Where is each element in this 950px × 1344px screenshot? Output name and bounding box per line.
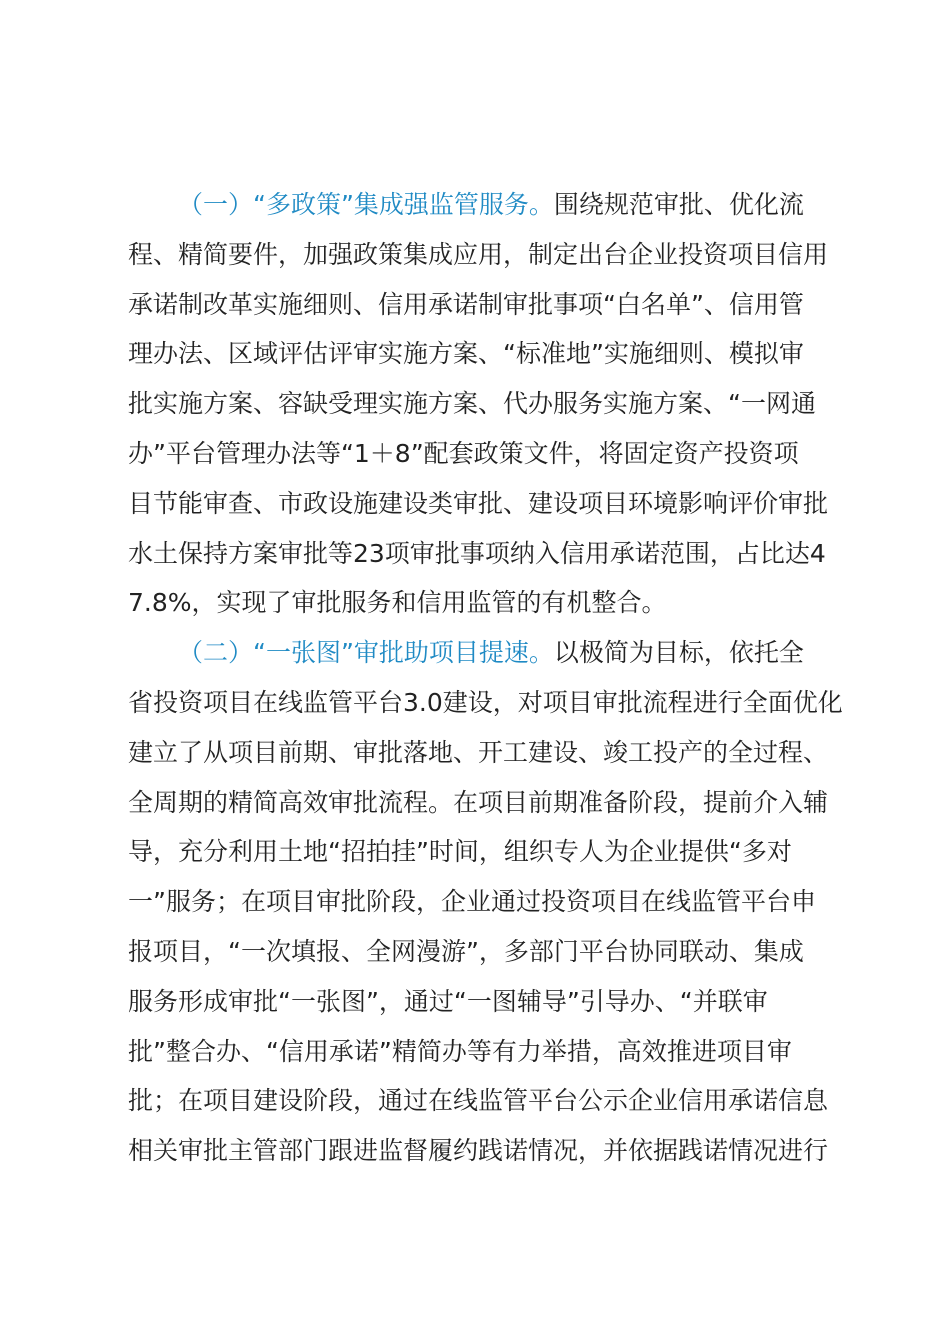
paragraph-2-line: 相关审批主管部门跟进监督履约践诺情况，并依据践诺情况进行 xyxy=(128,1136,829,1166)
paragraph-1-text: 围绕规范审批、优化流 xyxy=(553,190,804,219)
paragraph-1-heading: （一）“多政策”集成强监管服务。 xyxy=(178,190,554,219)
paragraph-1-line: 批实施方案、容缺受理实施方案、代办服务实施方案、“一网通 xyxy=(128,389,816,419)
document-body xyxy=(128,180,848,1176)
paragraph-1-line: 承诺制改革实施细则、信用承诺制审批事项“白名单”、信用管 xyxy=(128,289,804,319)
paragraph-2-line: 批”整合办、“信用承诺”精简办等有力举措，高效推进项目审 xyxy=(128,1036,792,1066)
paragraph-2-line: 一”服务；在项目审批阶段，企业通过投资项目在线监管平台申 xyxy=(128,887,816,917)
paragraph-1-line: 水土保持方案审批等23项审批事项纳入信用承诺范围，占比达4 xyxy=(128,538,826,568)
paragraph-2-line: 批；在项目建设阶段，通过在线监管平台公示企业信用承诺信息 xyxy=(128,1086,829,1116)
paragraph-2-line: 省投资项目在线监管平台3.0建设，对项目审批流程进行全面优化 xyxy=(128,687,843,717)
paragraph-1-line-1 xyxy=(128,180,848,230)
paragraph-2-line: 服务形成审批“一张图”，通过“一图辅导”引导办、“并联审 xyxy=(128,986,768,1016)
paragraph-1 xyxy=(128,180,848,628)
paragraph-2-line-1 xyxy=(128,628,848,678)
paragraph-2-line: 报项目，“一次填报、全网漫游”，多部门平台协同联动、集成 xyxy=(128,936,804,966)
paragraph-1-line: 目节能审查、市政设施建设类审批、建设项目环境影响评价审批 xyxy=(128,488,829,518)
paragraph-1-line: 理办法、区域评估评审实施方案、“标准地”实施细则、模拟审 xyxy=(128,339,804,369)
paragraph-2-line: 建立了从项目前期、审批落地、开工建设、竣工投产的全过程、 xyxy=(128,737,829,767)
paragraph-2 xyxy=(128,628,848,1176)
paragraph-1-line: 办”平台管理办法等“1＋8”配套政策文件，将固定资产投资项 xyxy=(128,438,799,468)
paragraph-1-line: 程、精简要件，加强政策集成应用，制定出台企业投资项目信用 xyxy=(128,239,829,269)
paragraph-2-heading: （二）“一张图”审批助项目提速。 xyxy=(178,638,554,668)
paragraph-1-line: 7.8%，实现了审批服务和信用监管的有机整合。 xyxy=(128,588,667,618)
paragraph-2-line: 导，充分利用土地“招拍挂”时间，组织专人为企业提供“多对 xyxy=(128,837,792,867)
paragraph-2-line: 全周期的精简高效审批流程。在项目前期准备阶段，提前介入辅 xyxy=(128,787,829,817)
paragraph-2-text: 以极简为目标，依托全 xyxy=(553,638,804,668)
